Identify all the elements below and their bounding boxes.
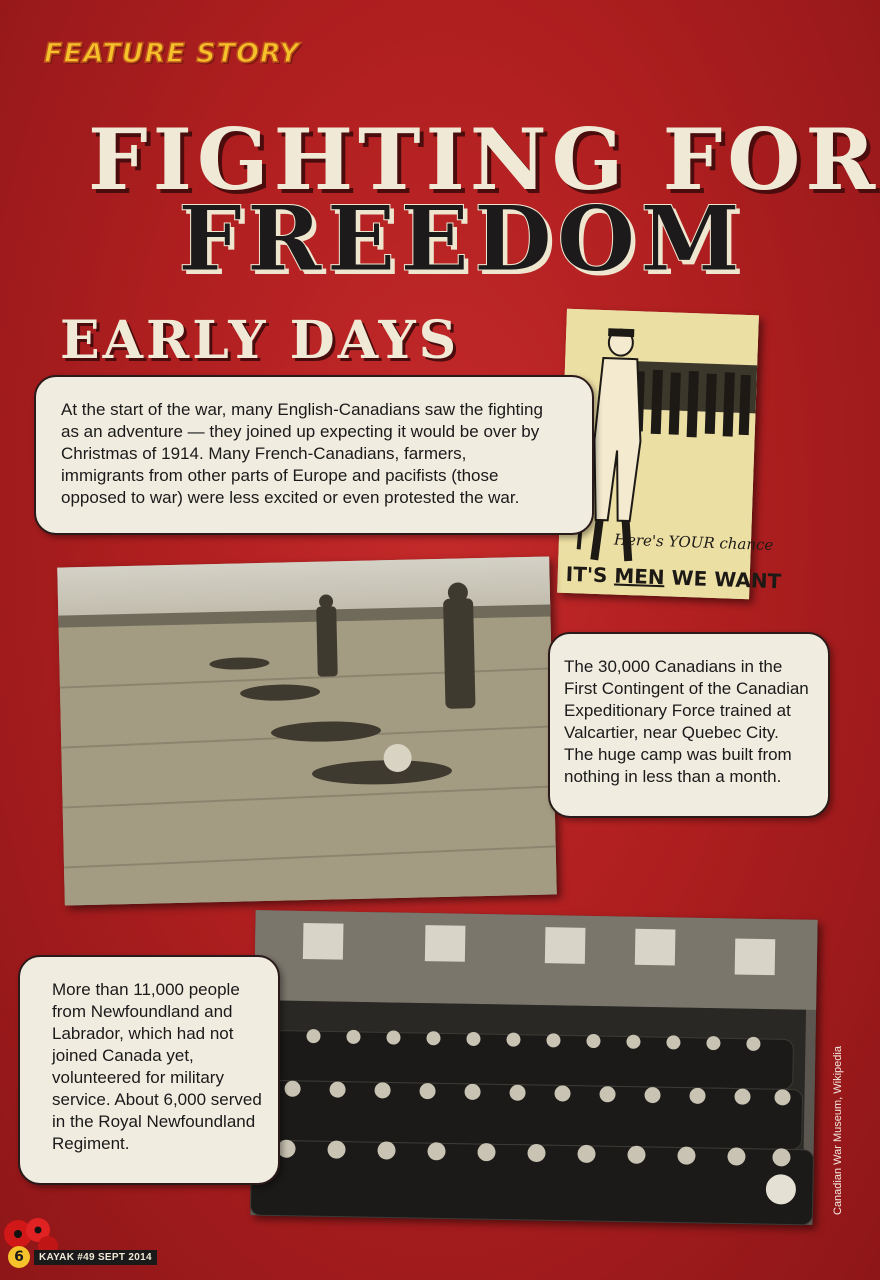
poster-line-1: Here's YOUR chance bbox=[613, 530, 774, 555]
title-line-2: FREEDOM bbox=[178, 186, 745, 292]
intro-text-box bbox=[34, 375, 594, 535]
newfoundland-paragraph: More than 11,000 people from Newfoundland and Labrador, which had not joined Canada yet, volunteered for military service. About 6,000 served in the Royal Newfoundland Regiment. bbox=[52, 980, 262, 1153]
group-illustration bbox=[250, 910, 817, 1225]
feature-story-tag: FEATURE STORY bbox=[44, 38, 300, 69]
issue-label: KAYAK #49 SEPT 2014 bbox=[34, 1250, 157, 1265]
poster-line-2: IT'S MEN WE WANT bbox=[565, 561, 782, 594]
regiment-group-photo bbox=[250, 910, 817, 1225]
photo-credit: Canadian War Museum, Wikipedia bbox=[832, 1046, 844, 1215]
title-line-1: FIGHTING FOR bbox=[88, 110, 880, 209]
page-footer bbox=[8, 1246, 157, 1268]
section-heading: EARLY DAYS bbox=[60, 310, 460, 371]
training-field-photo bbox=[57, 556, 557, 905]
newfoundland-text-box bbox=[18, 955, 280, 1185]
intro-paragraph: At the start of the war, many English-Canadians saw the fighting as an adventure — they joined up expecting it would be over by Christmas of 1914. Many French-Canadians, farmers, immigrants from other parts of Europe and pacifists (those opposed to war) were less excited or even protested the war. bbox=[61, 400, 543, 507]
page-number: 6 bbox=[8, 1246, 30, 1268]
valcartier-paragraph: The 30,000 Canadians in the First Contingent of the Canadian Expeditionary Force trained at Valcartier, near Quebec City. The huge camp was built from nothing in less than a month. bbox=[564, 657, 809, 786]
valcartier-text-box bbox=[548, 632, 830, 818]
field-illustration bbox=[57, 556, 557, 905]
